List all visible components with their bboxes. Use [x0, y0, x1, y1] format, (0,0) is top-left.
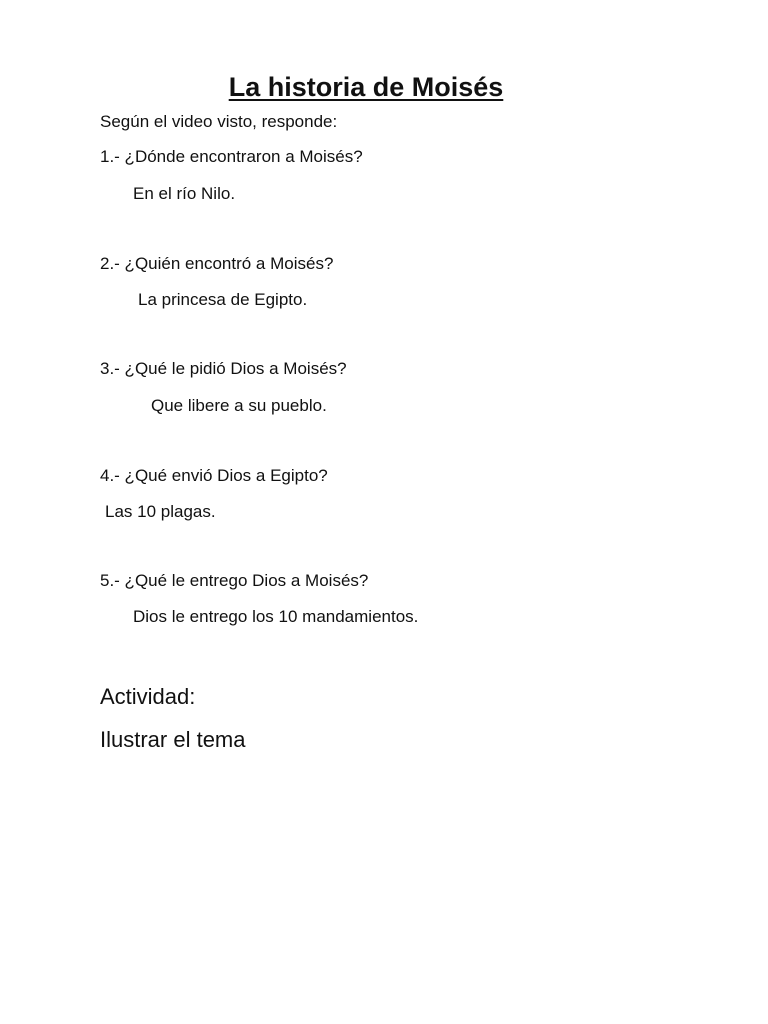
- activity-text: Ilustrar el tema: [100, 727, 246, 752]
- intro-text: Según el video visto, responde:: [100, 112, 338, 131]
- answer-2: La princesa de Egipto.: [138, 290, 308, 309]
- question-1: 1.- ¿Dónde encontraron a Moisés?: [100, 147, 363, 166]
- answer-4: Las 10 plagas.: [105, 502, 216, 521]
- page-title: La historia de Moisés: [228, 72, 504, 102]
- answer-3: Que libere a su pueblo.: [151, 396, 327, 415]
- answer-5: Dios le entrego los 10 mandamientos.: [133, 607, 419, 626]
- question-3: 3.- ¿Qué le pidió Dios a Moisés?: [100, 359, 347, 378]
- question-2: 2.- ¿Quién encontró a Moisés?: [100, 254, 334, 273]
- question-5: 5.- ¿Qué le entrego Dios a Moisés?: [100, 571, 369, 590]
- question-4: 4.- ¿Qué envió Dios a Egipto?: [100, 466, 328, 485]
- activity-heading: Actividad:: [100, 684, 196, 709]
- answer-1: En el río Nilo.: [133, 184, 236, 203]
